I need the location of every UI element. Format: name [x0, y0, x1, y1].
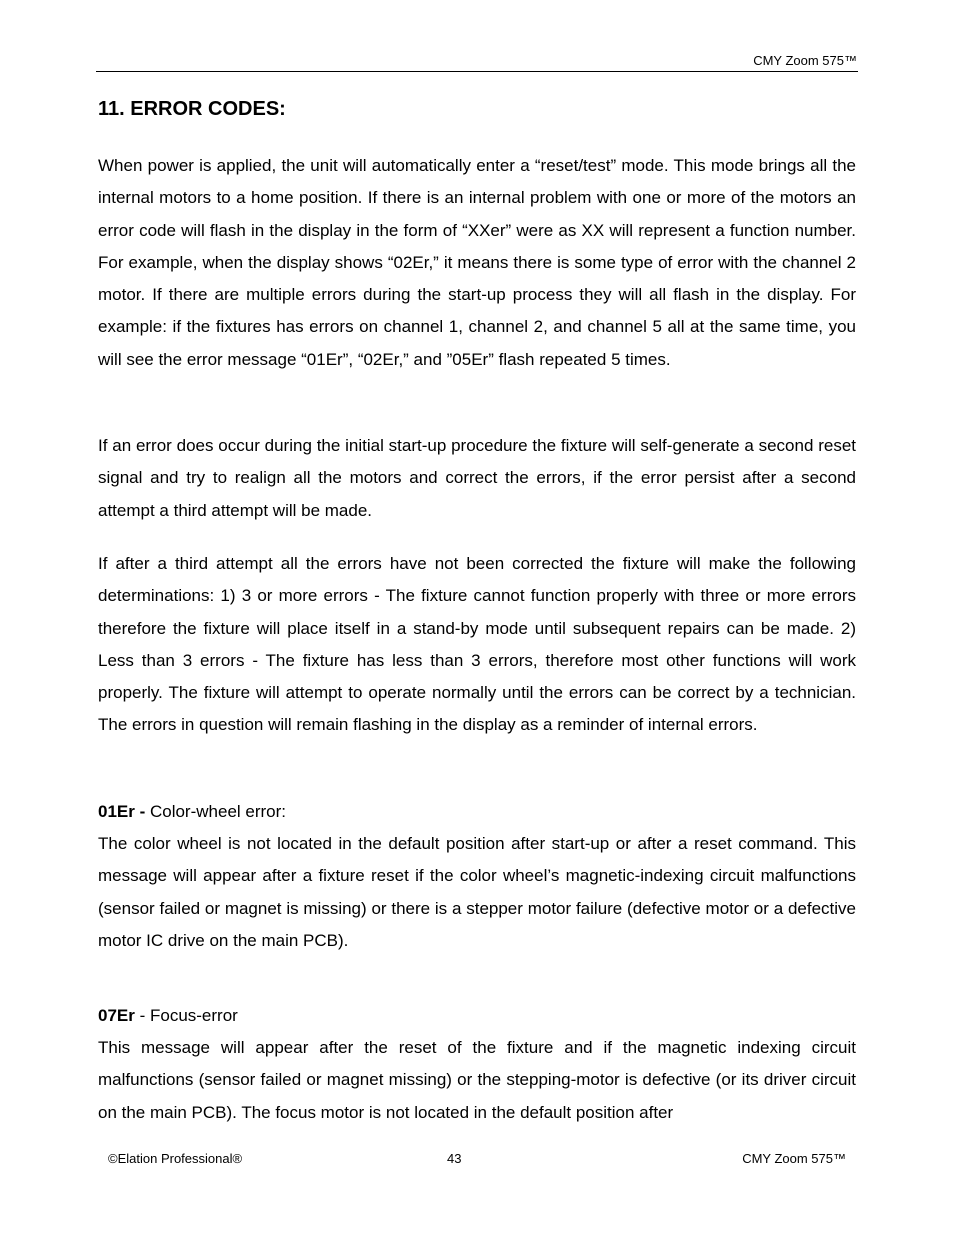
- error-code-title: - Focus-error: [134, 1006, 238, 1025]
- running-header-title: CMY Zoom 575™: [753, 53, 857, 68]
- footer-copyright: ©Elation Professional®: [108, 1151, 243, 1166]
- section-heading: 11. ERROR CODES:: [98, 98, 286, 120]
- retry-paragraph: If an error does occur during the initial start-up procedure the fixture will self-generate a second reset signal and try to realign all the motors and correct the errors, if the error persist after a second attempt a third attempt will be made.: [98, 436, 856, 520]
- error-code-title: Color-wheel error:: [145, 802, 287, 821]
- error-code-description-01er: The color wheel is not located in the default position after start-up or after a reset command. This message will appear after a fixture reset if the color wheel’s magnetic-indexing circuit malfunctions (sensor failed or magnet is missing) or there is a stepper motor failure (defective motor or a defective motor IC drive on the main PCB).: [98, 834, 856, 950]
- footer-page-number: 43: [447, 1151, 462, 1166]
- error-code-description-07er: This message will appear after the reset of the fixture and if the magnetic indexing circuit malfunctions (sensor failed or magnet missing) or the stepping-motor is defective (or its driver circuit on the main PCB). The focus motor is not located in the default position after: [98, 1038, 856, 1122]
- error-code-label: 07Er: [98, 1006, 135, 1025]
- determinations-paragraph: If after a third attempt all the errors have not been corrected the fixture will make the following determinations: 1) 3 or more errors - The fixture cannot function properly with three or more errors therefore the fixture will place itself in a stand-by mode until subsequent repairs can be made. 2) Less than 3 errors - The fixture has less than 3 errors, therefore most other functions will work properly. The fixture will attempt to operate normally until the errors can be correct by a technician. The errors in question will remain flashing in the display as a reminder of internal errors.: [98, 554, 856, 735]
- error-code-label: 01Er -: [98, 802, 146, 821]
- footer-product: CMY Zoom 575™: [742, 1151, 846, 1166]
- error-code-heading-07er: [98, 1004, 856, 1028]
- intro-paragraph: When power is applied, the unit will automatically enter a “reset/test” mode. This mode brings all the internal motors to a home position. If there is an internal problem with one or more of the motors an error code will flash in the display in the form of “XXer” were as XX will represent a function number. For example, when the display shows “02Er,” it means there is some type of error with the channel 2 motor. If there are multiple errors during the start-up process they will all flash in the display. For example: if the fixtures has errors on channel 1, channel 2, and channel 5 all at the same time, you will see the error message “01Er”, “02Er,” and ”05Er” flash repeated 5 times.: [98, 156, 856, 369]
- error-code-heading-01er: [98, 800, 856, 824]
- header-divider: [96, 71, 858, 72]
